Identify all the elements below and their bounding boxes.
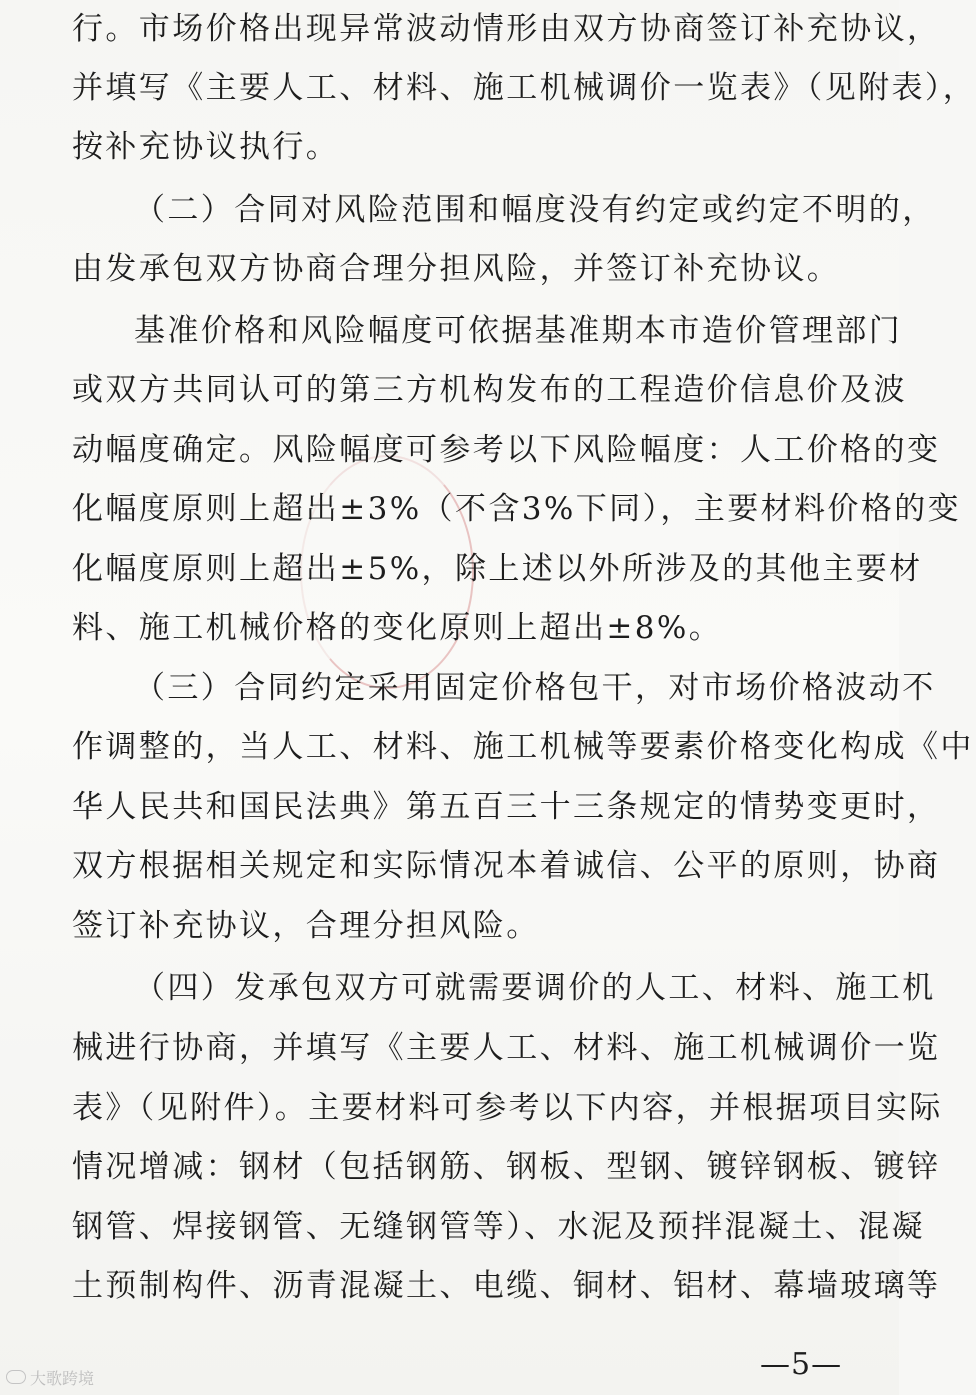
- text-line-21: 钢管、焊接钢管、无缝钢管等）、水泥及预拌混凝土、混凝: [72, 1209, 925, 1245]
- text-line-10: 化幅度原则上超出±5%，除上述以外所涉及的其他主要材: [72, 551, 923, 587]
- text-line-22: 土预制构件、沥青混凝土、电缆、铜材、铝材、幕墙玻璃等: [72, 1268, 941, 1304]
- text-line-6: 基准价格和风险幅度可依据基准期本市造价管理部门: [134, 313, 903, 349]
- text-line-9: 化幅度原则上超出±3%（不含3%下同），主要材料价格的变: [72, 491, 962, 527]
- text-line-14: 华人民共和国民法典》第五百三十三条规定的情势变更时，: [72, 789, 941, 825]
- text-line-3: 按补充协议执行。: [72, 129, 340, 165]
- text-line-18: 械进行协商，并填写《主要人工、材料、施工机械调价一览: [72, 1030, 941, 1066]
- text-line-19: 表》（见附件）。主要材料可参考以下内容，并根据项目实际: [72, 1090, 943, 1126]
- text-line-5: 由发承包双方协商合理分担风险，并签订补充协议。: [72, 251, 841, 287]
- text-line-1: 行。市场价格出现异常波动情形由双方协商签订补充协议，: [72, 11, 941, 47]
- text-line-12: （三）合同约定采用固定价格包干，对市场价格波动不: [134, 670, 936, 706]
- watermark-text: 大歌跨境: [30, 1368, 95, 1388]
- text-line-11: 料、施工机械价格的变化原则上超出±8%。: [72, 610, 723, 646]
- watermark-logo-icon: [6, 1370, 26, 1384]
- text-line-2: 并填写《主要人工、材料、施工机械调价一览表》（见附表），: [72, 70, 976, 106]
- watermark: [6, 1366, 94, 1388]
- text-line-13: 作调整的，当人工、材料、施工机械等要素价格变化构成《中: [72, 729, 974, 765]
- text-line-17: （四）发承包双方可就需要调价的人工、材料、施工机: [134, 970, 936, 1006]
- text-line-7: 或双方共同认可的第三方机构发布的工程造价信息价及波: [72, 372, 907, 408]
- text-line-20: 情况增减：钢材（包括钢筋、钢板、型钢、镀锌钢板、镀锌: [72, 1149, 941, 1185]
- page-number: —5—: [760, 1347, 843, 1382]
- text-line-16: 签订补充协议，合理分担风险。: [72, 908, 540, 944]
- text-line-8: 动幅度确定。风险幅度可参考以下风险幅度：人工价格的变: [72, 432, 941, 468]
- text-line-4: （二）合同对风险范围和幅度没有约定或约定不明的，: [134, 192, 936, 228]
- text-line-15: 双方根据相关规定和实际情况本着诚信、公平的原则，协商: [72, 848, 941, 884]
